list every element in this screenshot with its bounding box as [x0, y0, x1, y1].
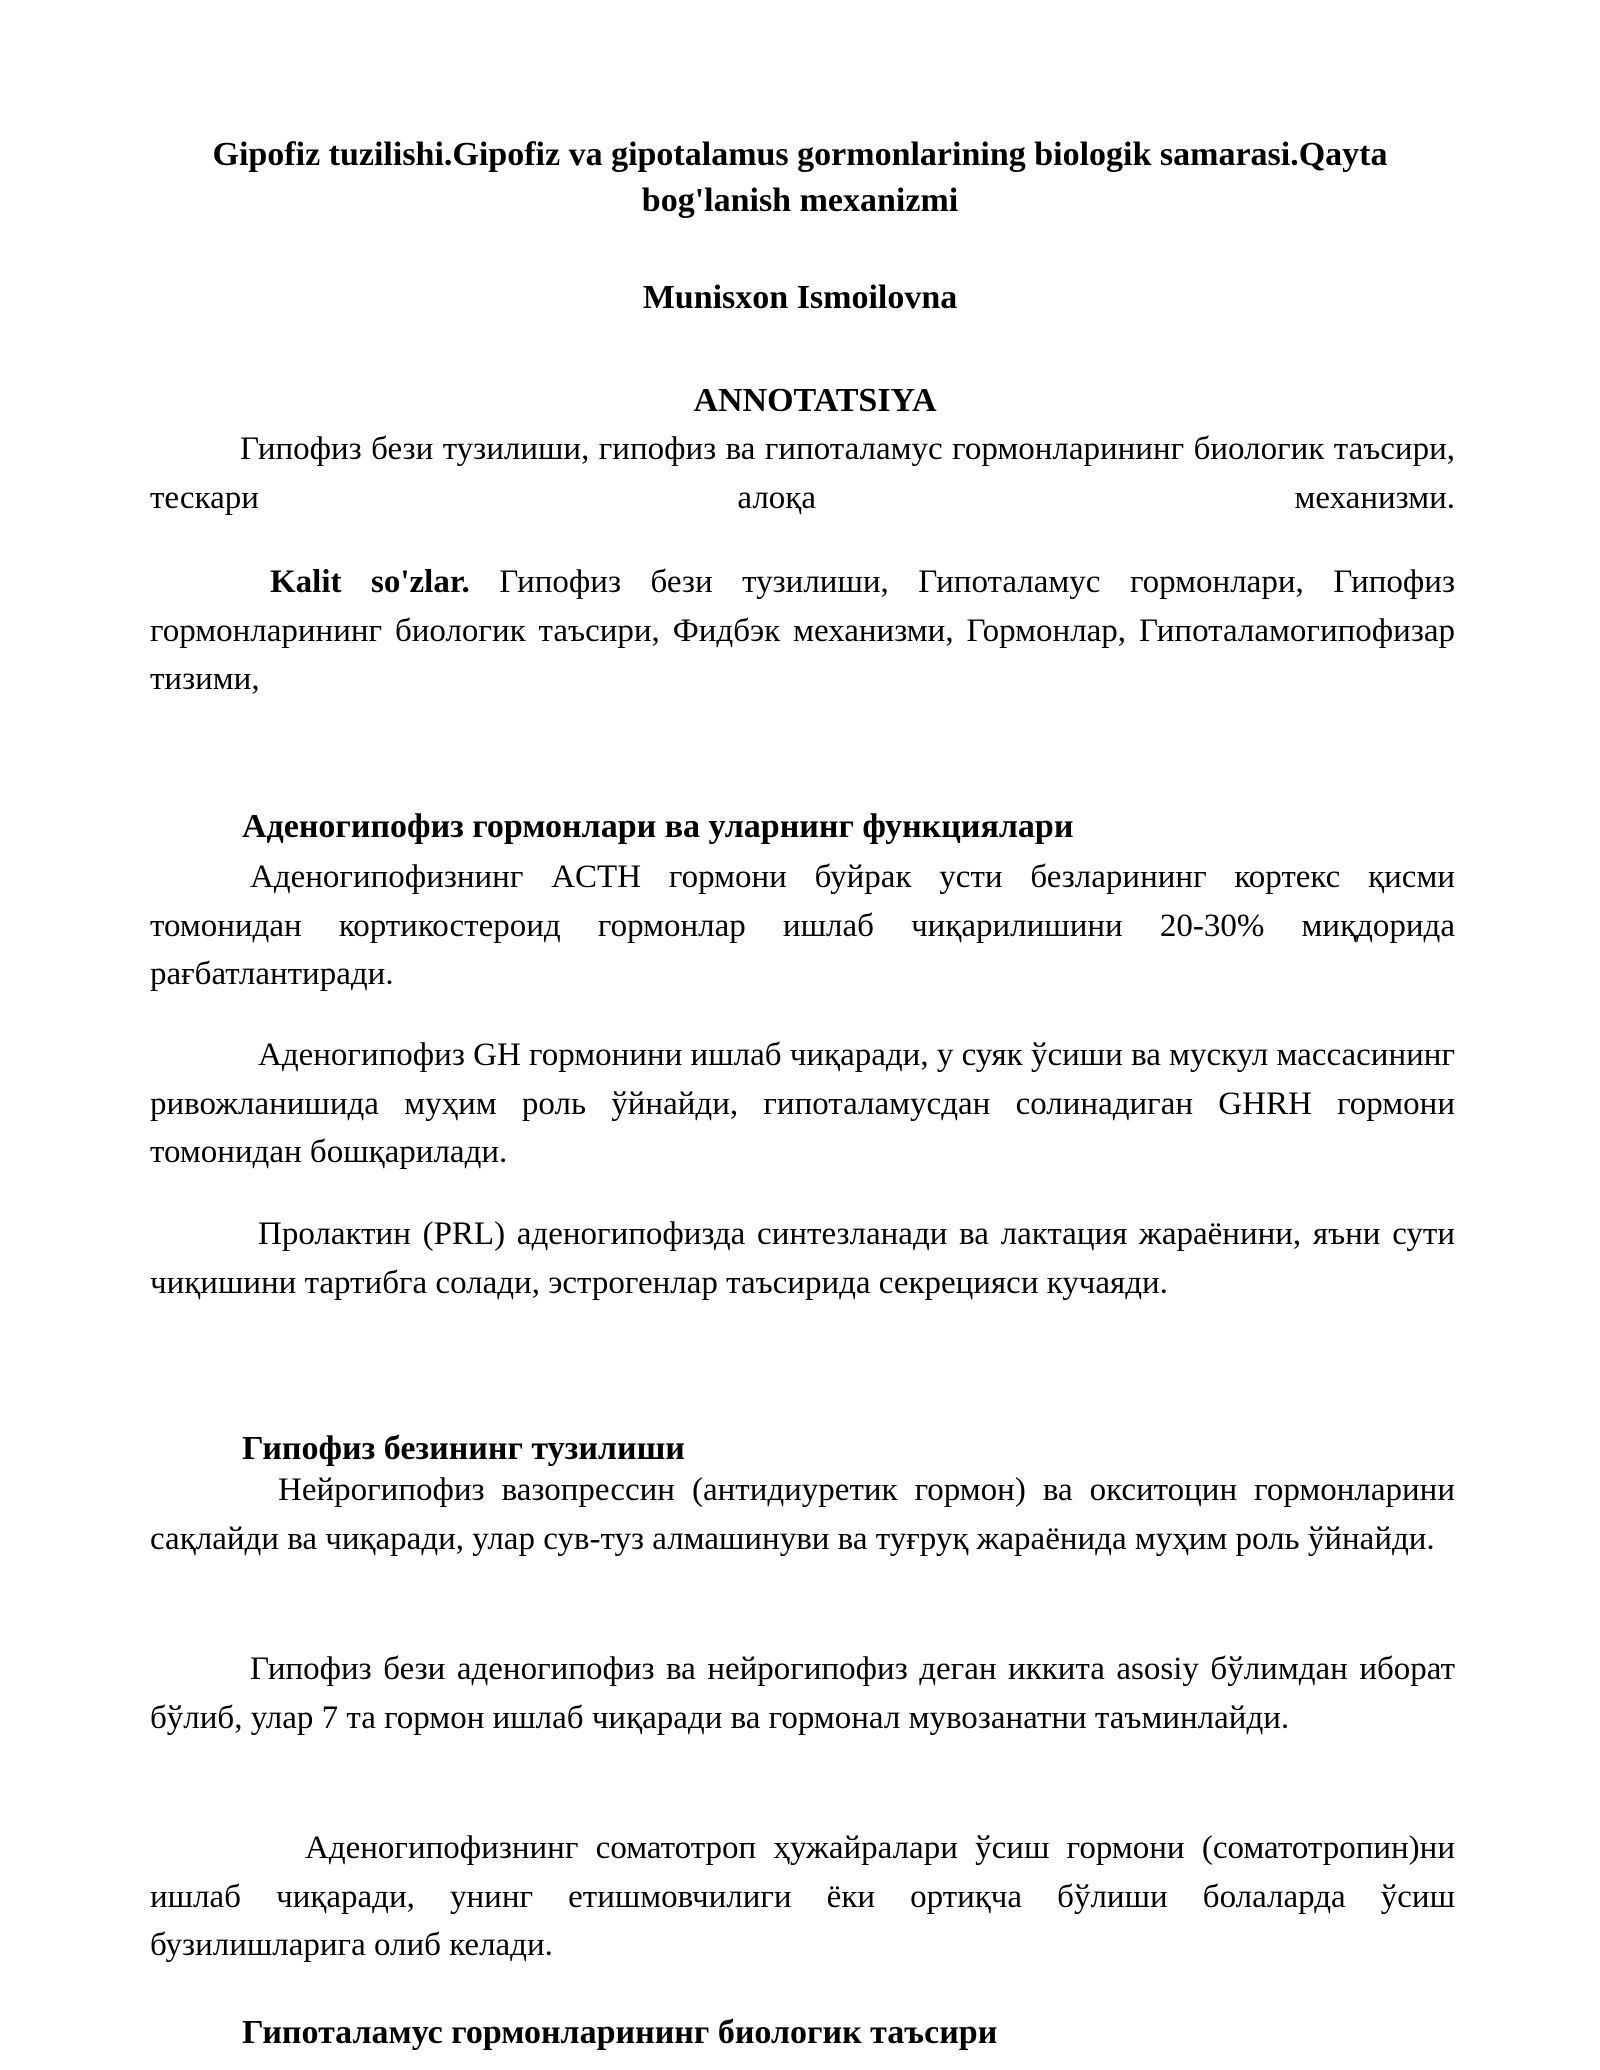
paragraph-gh-text: Аденогипофиз GH гормонини ишлаб чиқаради, у суяк ўсиши ва мускул массасининг ривожланишида муҳим роль ўйнайди, гипоталамусдан солинадиган GHRH гормони томонидан бошқарилади.: [150, 1037, 1455, 1170]
paragraph-somatotropic-cells-text: Аденогипофизнинг соматотроп ҳужайралари ўсиш гормони (соматотропин)ни ишлаб чиқаради, унинг етишмовчилиги ёки ортиқча бўлиши болаларда ўсиш бузилишларига олиб келади.: [150, 1830, 1455, 1963]
paragraph-acth: [150, 853, 1455, 999]
paragraph-acth-text: Аденогипофизнинг ACTH гормони буйрак усти безларининг кортекс қисми томонидан кортикостероид гормонлар ишлаб чиқарилишини 20-30% миқдорида рағбатлантиради.: [150, 859, 1455, 992]
paragraph-pituitary-parts-text: Гипофиз бези аденогипофиз ва нейрогипофиз деган иккита asosiy бўлимдан иборат бўлиб, улар 7 та гормон ишлаб чиқаради ва гормонал мувозанатни таъминлайди.: [150, 1651, 1455, 1736]
keywords-label: Kalit so'zlar.: [270, 564, 470, 600]
document-title: Gipofiz tuzilishi.Gipofiz va gipotalamus gormonlarining biologik samarasi.Qayta bog'lanish mexanizmi: [212, 136, 1388, 219]
paragraph-gh: [150, 1031, 1455, 1177]
keywords-paragraph: [150, 558, 1455, 704]
paragraph-neurohypophysis-text: Нейрогипофиз вазопрессин (антидиуретик гормон) ва окситоцин гормонларини сақлайди ва чиқаради, улар сув-туз алмашинуви ва туғруқ жараёнида муҳим роль ўйнайди.: [150, 1472, 1455, 1557]
annotation-heading: ANNOTATSIYA: [693, 382, 937, 419]
section-heading-adenohypophysis-hormones: Аденогипофиз гормонлари ва уларнинг функциялари: [242, 808, 1074, 845]
annotation-text: Гипофиз бези тузилиши, гипофиз ва гипоталамус гормонларининг биологик таъсири, тескари алоқа механизми.: [150, 431, 1455, 516]
section-heading-pituitary-structure: Гипофиз безининг тузилиши: [242, 1430, 685, 1467]
paragraph-prolactin: [150, 1210, 1455, 1307]
author-name: Munisxon Ismoilovna: [642, 279, 958, 316]
paragraph-neurohypophysis: [150, 1466, 1455, 1563]
paragraph-pituitary-parts: [150, 1645, 1455, 1742]
keywords-text: Гипофиз бези тузилиши, Гипоталамус гормонлари, Гипофиз гормонларининг биологик таъсири, Фидбэк механизми, Гормонлар, Гипоталамогипофизар тизими,: [150, 564, 1455, 697]
annotation-paragraph: [150, 425, 1455, 522]
section-heading-hypothalamus-effects: Гипоталамус гормонларининг биологик таъсири: [242, 2014, 998, 2051]
paragraph-somatotropic-cells: [150, 1824, 1455, 1970]
paragraph-prolactin-text: Пролактин (PRL) аденогипофизда синтезланади ва лактация жараёнини, яъни сути чиқишини тартибга солади, эстрогенлар таъсирида секрецияси кучаяди.: [150, 1216, 1455, 1301]
